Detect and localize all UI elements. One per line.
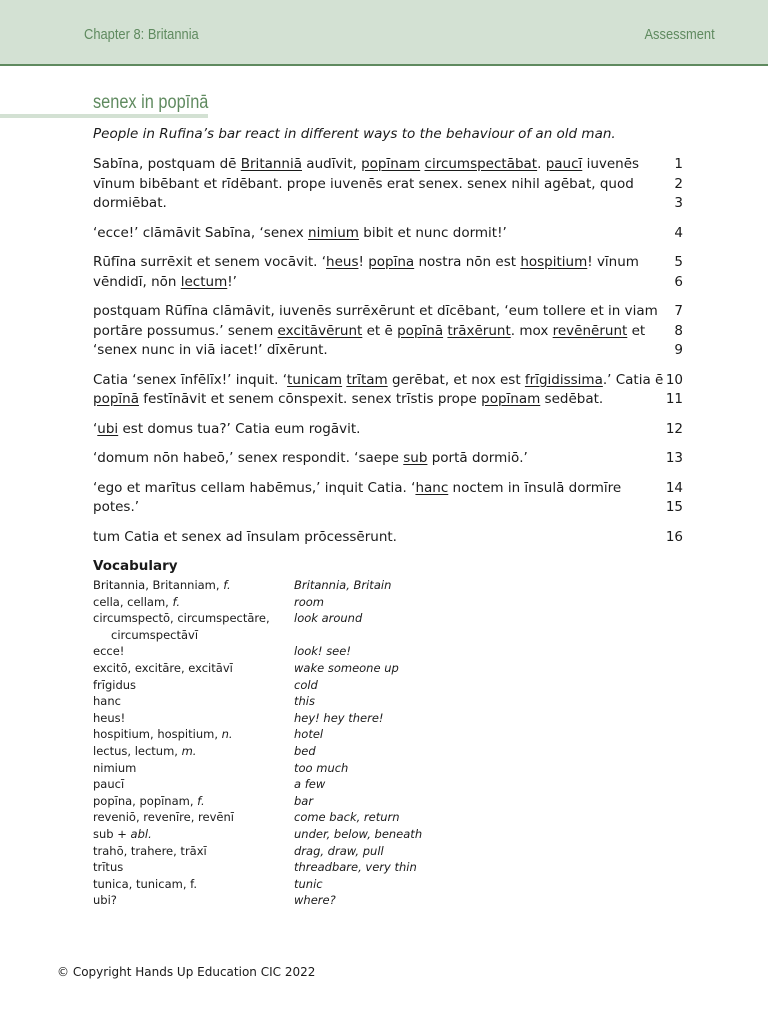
text-segment: dormiēbat. <box>93 195 167 211</box>
term-gender: f. <box>197 793 205 808</box>
passage-line <box>93 224 649 244</box>
term-gender: m. <box>181 743 197 758</box>
term-gender: f. <box>172 594 181 609</box>
glossed-word: popīnam <box>481 391 541 407</box>
term-text: Britannia, Britanniam, <box>93 578 224 592</box>
glossed-word: lectum <box>180 273 228 290</box>
passage-line <box>93 341 649 361</box>
vocabulary-row <box>93 776 453 793</box>
passage-paragraph <box>93 302 683 361</box>
term-text: hospitium, hospitium, <box>93 727 222 742</box>
passage-line <box>93 390 649 410</box>
vocabulary-gloss: Britannia, Britain <box>294 578 392 592</box>
text-segment: Rūfīna surrēxit et senem vocāvit. ‘ <box>93 254 327 270</box>
latin-passage <box>93 155 683 557</box>
glossed-word: popīnā <box>397 322 444 339</box>
glossed-word: excitāvērunt <box>277 322 363 339</box>
vocabulary-row <box>93 693 453 710</box>
title-underline <box>0 114 208 118</box>
vocabulary-row <box>93 610 453 627</box>
line-number: 5 <box>674 254 683 270</box>
text-segment: ! <box>358 254 369 270</box>
passage-line <box>93 371 664 391</box>
vocabulary-row <box>93 826 453 843</box>
vocabulary-term <box>93 892 294 909</box>
chapter-title: Chapter 8: Britannia <box>84 26 199 43</box>
term-text: nimium <box>93 760 137 775</box>
text-segment: nostra nōn est <box>414 254 521 270</box>
line-number: 11 <box>665 391 683 407</box>
vocabulary-term <box>93 643 294 660</box>
line-number: 15 <box>665 499 683 515</box>
term-text: circumspectāvī <box>111 627 199 642</box>
text-segment: ‘domum nōn habeō,’ senex respondit. ‘saepe <box>93 450 404 466</box>
text-segment: ! vīnum <box>587 254 639 270</box>
vocabulary-section <box>93 558 453 909</box>
passage-line <box>93 302 658 322</box>
vocabulary-term <box>93 594 294 611</box>
text-segment: sedēbat. <box>540 391 604 407</box>
term-text: circumspectō, circumspectāre, <box>93 611 270 626</box>
term-text: paucī <box>93 777 125 792</box>
vocabulary-gloss: drag, draw, pull <box>294 843 384 858</box>
text-segment: festīnāvit et senem cōnspexit. senex trīstis prope <box>138 391 482 407</box>
glossed-word: trītam <box>346 371 388 388</box>
passage-paragraph <box>93 449 683 469</box>
vocabulary-gloss: where? <box>294 893 336 908</box>
vocabulary-row <box>93 859 453 876</box>
vocabulary-row <box>93 876 453 893</box>
line-number: 10 <box>665 371 683 388</box>
text-segment: ‘ <box>93 420 98 437</box>
term-text: reveniō, revenīre, revēnī <box>93 810 234 825</box>
line-number: 4 <box>674 224 683 241</box>
vocabulary-gloss: look! see! <box>294 644 351 659</box>
vocabulary-term <box>93 743 294 760</box>
passage-line <box>93 273 649 293</box>
passage-line <box>93 322 649 342</box>
passage-line <box>93 528 649 548</box>
glossed-word: hanc <box>415 479 449 496</box>
vocabulary-row <box>93 660 453 677</box>
passage-line <box>93 155 649 175</box>
vocabulary-gloss: wake someone up <box>294 660 399 675</box>
vocabulary-gloss: bed <box>294 743 316 758</box>
line-number: 3 <box>674 195 683 211</box>
glossed-word: Britanniā <box>240 156 303 172</box>
passage-line <box>93 194 649 214</box>
copyright-footer: © Copyright Hands Up Education CIC 2022 <box>57 965 316 979</box>
term-text: hanc <box>93 694 121 709</box>
text-segment: ‘ego et marītus cellam habēmus,’ inquit Catia. ‘ <box>93 479 416 496</box>
text-segment: ‘ecce!’ clāmāvit Sabīna, ‘senex <box>93 224 309 241</box>
text-segment: est domus tua?’ Catia eum rogāvit. <box>118 420 361 437</box>
passage-paragraph <box>93 528 683 548</box>
vocabulary-term <box>93 577 294 594</box>
story-intro: People in Rufina’s bar react in different ways to the behaviour of an old man. <box>93 126 616 142</box>
line-number: 16 <box>665 528 683 545</box>
text-segment: et ē <box>362 322 398 339</box>
vocabulary-gloss: under, below, beneath <box>294 826 423 841</box>
vocabulary-gloss: threadbare, very thin <box>294 860 417 875</box>
line-number: 14 <box>665 479 683 496</box>
vocabulary-term <box>93 610 294 627</box>
passage-line <box>93 479 649 499</box>
story-title: senex in popīnā <box>93 92 209 113</box>
vocabulary-gloss: too much <box>294 760 349 775</box>
text-segment: !’ <box>227 273 237 290</box>
term-text: cella, cellam, <box>93 594 173 609</box>
vocabulary-gloss: room <box>294 594 325 609</box>
term-text: heus! <box>93 710 126 725</box>
vocabulary-term <box>93 776 294 793</box>
term-text: sub + <box>93 826 131 841</box>
vocabulary-gloss: cold <box>294 677 318 692</box>
vocabulary-term <box>93 660 294 677</box>
vocabulary-gloss: hey! hey there! <box>294 710 384 725</box>
vocabulary-term <box>93 826 294 843</box>
section-label: Assessment <box>644 26 715 43</box>
text-segment: vēndidī, nōn <box>93 273 181 290</box>
glossed-word: popīnam <box>361 156 421 172</box>
glossed-word: heus <box>326 254 359 270</box>
line-number: 13 <box>665 450 683 466</box>
text-segment: vīnum bibēbant et rīdēbant. prope iuvenēs erat senex. senex nihil agēbat, quod <box>93 175 634 192</box>
glossed-word: sub <box>403 450 428 466</box>
term-text: excitō, excitāre, excitāvī <box>93 660 233 675</box>
glossed-word: ubi <box>97 420 119 437</box>
glossed-word: paucī <box>545 156 583 172</box>
text-segment: bibit et nunc dormit!’ <box>358 224 507 241</box>
vocabulary-row <box>93 594 453 611</box>
text-segment: tum Catia et senex ad īnsulam prōcessērunt. <box>93 528 397 545</box>
text-segment: .’ Catia ē <box>602 371 664 388</box>
vocabulary-list <box>93 577 453 909</box>
glossed-word: popīnā <box>93 391 139 407</box>
vocabulary-row <box>93 643 453 660</box>
vocabulary-term <box>93 859 294 876</box>
line-number: 9 <box>674 342 683 358</box>
glossed-word: popīna <box>368 254 415 270</box>
term-text: ubi? <box>93 893 117 908</box>
text-segment: potes.’ <box>93 499 140 515</box>
vocabulary-term <box>93 809 294 826</box>
passage-line <box>93 449 649 469</box>
vocabulary-term <box>93 843 294 860</box>
vocabulary-row <box>93 760 453 777</box>
term-text: trītus <box>93 860 124 875</box>
vocabulary-gloss: come back, return <box>294 810 400 825</box>
page-header <box>0 0 768 66</box>
text-segment: gerēbat, et nox est <box>387 371 525 388</box>
text-segment: Catia ‘senex īnfēlīx!’ inquit. ‘ <box>93 371 288 388</box>
text-segment: et <box>627 322 646 339</box>
vocabulary-term <box>93 876 294 893</box>
text-segment: . <box>537 156 546 172</box>
vocabulary-gloss: a few <box>294 777 326 792</box>
vocabulary-row <box>93 743 453 760</box>
vocabulary-gloss: this <box>294 694 315 709</box>
vocabulary-row <box>93 577 453 594</box>
term-text: popīna, popīnam, <box>93 793 198 808</box>
line-number: 8 <box>674 322 683 339</box>
vocabulary-row <box>93 793 453 810</box>
vocabulary-term <box>93 793 294 810</box>
passage-paragraph <box>93 479 683 518</box>
vocabulary-row <box>93 892 453 909</box>
line-number: 1 <box>674 156 683 172</box>
passage-line <box>93 420 649 440</box>
glossed-word: nimium <box>308 224 359 241</box>
passage-paragraph <box>93 155 683 214</box>
vocabulary-gloss: hotel <box>294 727 324 742</box>
passage-paragraph <box>93 253 683 292</box>
glossed-word: tunicam <box>287 371 343 388</box>
text-segment: Sabīna, postquam dē <box>93 156 241 172</box>
line-number: 12 <box>665 420 683 437</box>
passage-line <box>93 175 649 195</box>
passage-paragraph <box>93 371 683 410</box>
text-segment: iuvenēs <box>582 156 640 172</box>
line-number: 2 <box>674 175 683 192</box>
vocabulary-gloss: tunic <box>294 876 323 891</box>
vocabulary-gloss: bar <box>294 793 314 808</box>
vocabulary-term <box>93 760 294 777</box>
passage-line <box>93 498 649 518</box>
line-number: 6 <box>674 273 683 290</box>
passage-line <box>93 253 649 273</box>
term-text: tunica, tunicam, f. <box>93 876 197 891</box>
passage-paragraph <box>93 420 683 440</box>
story-title-block <box>0 92 208 118</box>
vocabulary-row <box>93 726 453 743</box>
glossed-word: trāxērunt <box>447 322 511 339</box>
glossed-word: revēnērunt <box>552 322 628 339</box>
term-gender: abl. <box>130 826 152 841</box>
term-gender: n. <box>221 727 233 742</box>
vocabulary-term <box>93 693 294 710</box>
vocabulary-term <box>93 710 294 727</box>
vocabulary-term <box>93 677 294 694</box>
text-segment: ‘senex nunc in viā iacet!’ dīxērunt. <box>93 342 328 358</box>
line-number: 7 <box>674 303 683 319</box>
text-segment: portā dormiō.’ <box>427 450 528 466</box>
glossed-word: circumspectābat <box>424 156 538 172</box>
glossed-word: hospitium <box>520 254 588 270</box>
text-segment: portāre possumus.’ senem <box>93 322 278 339</box>
text-segment: . mox <box>510 322 553 339</box>
text-segment: audīvit, <box>302 156 362 172</box>
vocabulary-term <box>93 726 294 743</box>
vocabulary-row <box>93 627 453 644</box>
vocabulary-row <box>93 843 453 860</box>
term-text: frīgidus <box>93 677 137 692</box>
vocabulary-gloss: look around <box>294 611 363 626</box>
text-segment: noctem in īnsulā dormīre <box>448 479 622 496</box>
vocabulary-heading: Vocabulary <box>93 558 178 574</box>
text-segment: postquam Rūfīna clāmāvit, iuvenēs surrēxērunt et dīcēbant, ‘eum tollere et in viam <box>93 303 658 319</box>
term-text: lectus, lectum, <box>93 743 182 758</box>
term-gender: f. <box>223 578 231 592</box>
vocabulary-row <box>93 710 453 727</box>
term-text: ecce! <box>93 644 125 659</box>
glossed-word: frīgidissima <box>524 371 603 388</box>
vocabulary-row <box>93 677 453 694</box>
vocabulary-term <box>93 627 294 644</box>
vocabulary-row <box>93 809 453 826</box>
term-text: trahō, trahere, trāxī <box>93 843 207 858</box>
passage-paragraph <box>93 224 683 244</box>
